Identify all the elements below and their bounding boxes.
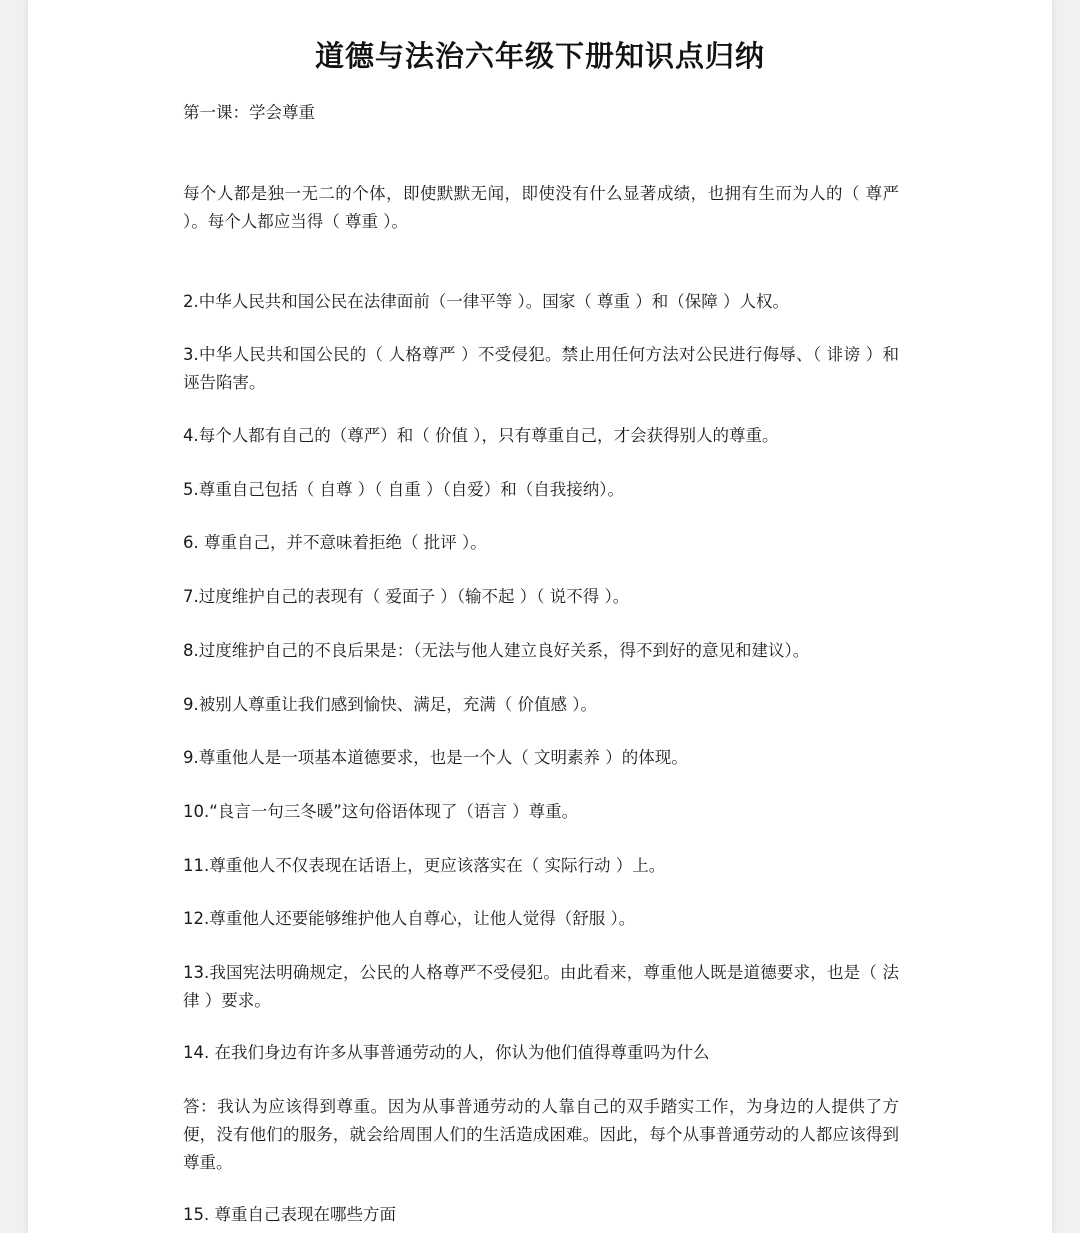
paragraph-10: 10.“良言一句三冬暖”这句俗语体现了（语言 ）尊重。 — [183, 802, 579, 821]
paragraph-intro: 每个人都是独一无二的个体，即使默默无闻，即使没有什么显著成绩，也拥有生而为人的（ 尊严 ）。每个人都应当得（ 尊重 ）。 — [183, 184, 899, 231]
paragraph-9a: 9.被别人尊重让我们感到愉快、满足，充满（ 价值感 ）。 — [183, 695, 597, 714]
paragraph-12: 12.尊重他人还要能够维护他人自尊心，让他人觉得（舒服 ）。 — [183, 909, 636, 928]
paragraph-5: 5.尊重自己包括（ 自尊 ）（ 自重 ）（自爱）和（自我接纳）。 — [183, 480, 624, 499]
paragraph-13: 13.我国宪法明确规定，公民的人格尊严不受侵犯。由此看来，尊重他人既是道德要求，也是（ 法律 ）要求。 — [183, 963, 899, 1010]
paragraph-11: 11.尊重他人不仅表现在话语上，更应该落实在（ 实际行动 ）上。 — [183, 856, 666, 875]
paragraph-14-answer: 答：我认为应该得到尊重。因为从事普通劳动的人靠自己的双手踏实工作，为身边的人提供了方便，没有他们的服务，就会给周围人们的生活造成困难。因此，每个从事普通劳动的人都应该得到尊重。 — [183, 1097, 899, 1172]
paragraph-4: 4.每个人都有自己的（尊严）和（ 价值 ），只有尊重自己，才会获得别人的尊重。 — [183, 426, 779, 445]
document-title: 道德与法治六年级下册知识点归纳 — [314, 39, 765, 73]
paragraph-3: 3.中华人民共和国公民的（ 人格尊严 ）不受侵犯。禁止用任何方法对公民进行侮辱、（ 诽谤 ）和诬告陷害。 — [183, 345, 899, 392]
paragraph-7: 7.过度维护自己的表现有（ 爱面子 ）（输不起 ）（ 说不得 ）。 — [183, 587, 630, 606]
paragraph-14-question: 14. 在我们身边有许多从事普通劳动的人，你认为他们值得尊重吗为什么 — [183, 1043, 710, 1062]
lesson-heading: 第一课：学会尊重 — [183, 103, 315, 122]
paragraph-9b: 9.尊重他人是一项基本道德要求，也是一个人（ 文明素养 ）的体现。 — [183, 748, 688, 767]
paragraph-8: 8.过度维护自己的不良后果是：（无法与他人建立良好关系，得不到好的意见和建议）。 — [183, 641, 810, 660]
paragraph-2: 2.中华人民共和国公民在法律面前（一律平等 ）。国家（ 尊重 ）和（保障 ）人权。 — [183, 292, 789, 311]
document-page — [28, 0, 1052, 1233]
paragraph-15-question: 15. 尊重自己表现在哪些方面 — [183, 1205, 396, 1224]
paragraph-6: 6. 尊重自己，并不意味着拒绝（ 批评 ）。 — [183, 533, 487, 552]
